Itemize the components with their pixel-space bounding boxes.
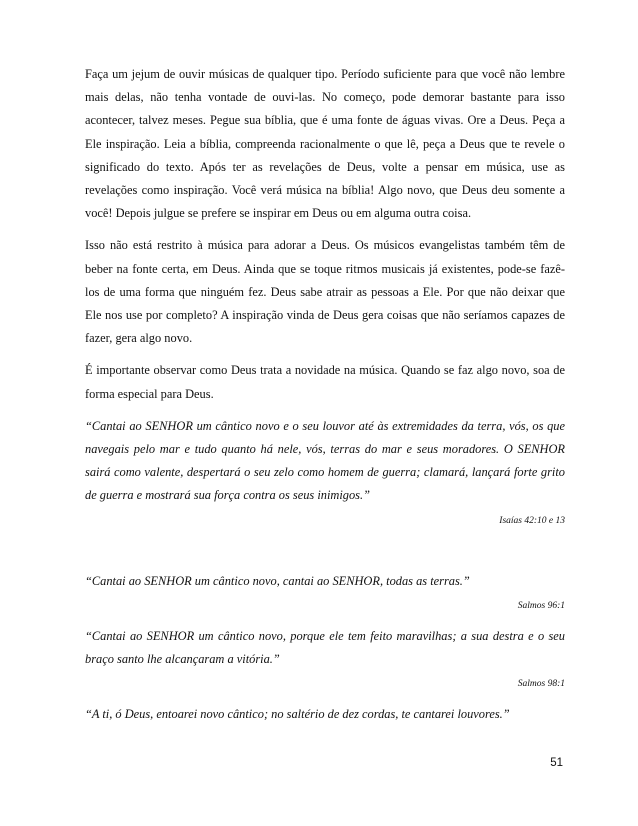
paragraph-2: Isso não está restrito à música para adorar a Deus. Os músicos evangelistas também têm de beber na fonte certa, em Deus. Ainda que se toque ritmos musicais já existentes, pode-se fazê-los de uma forma que ninguém fez. Deus sabe atrair as pessoas a Ele. Por que não deixar que Ele nos use por completo? A inspiração vinda de Deus gera coisas que não seríamos capazes de fazer, gera algo novo. <box>85 238 565 346</box>
page-number: 51 <box>550 757 563 769</box>
quote-reference: Isaías 42:10 e 13 <box>499 515 565 526</box>
paragraph-1: Faça um jejum de ouvir músicas de qualquer tipo. Período suficiente para que você não lembre mais delas, não tenha vontade de ouvi-las. No começo, pode demorar bastante para isso acontecer, talvez meses. Pegue sua bíblia, que é uma fonte de águas vivas. Ore a Deus. Peça a Ele inspiração. Leia a bíblia, compreenda racionalmente o que lê, peça a Deus que te revele o significado do texto. Após ter as revelações de Deus, volte a pensar em música, use as revelações como inspiração. Você verá música na bíblia! Algo novo, que Deus deu somente a você! Depois julgue se prefere se inspirar em Deus ou em alguma outra coisa. <box>85 67 565 221</box>
paragraph-3: É importante observar como Deus trata a novidade na música. Quando se faz algo novo, soa de forma especial para Deus. <box>85 363 565 401</box>
document-page <box>85 63 565 726</box>
quote-psalm-144: “A ti, ó Deus, entoarei novo cântico; no saltério de dez cordas, te cantarei louvores.” <box>85 707 510 722</box>
quote-reference: Salmos 96:1 <box>517 600 565 611</box>
quote-salmos-98: “Cantai ao SENHOR um cântico novo, porque ele tem feito maravilhas; a sua destra e o seu braço santo lhe alcançaram a vitória.” <box>85 628 565 667</box>
spacer <box>85 691 565 703</box>
quote-isaias: “Cantai ao SENHOR um cântico novo e o seu louvor até às extremidades da terra, vós, os que navegais pelo mar e tudo quanto há nele, vós, terras do mar e seus moradores. O SENHOR sairá como valente, despertará o seu zelo como homem de guerra; clamará, lançará forte grito de guerra e mostrará sua força contra os seus inimigos.” <box>85 418 565 503</box>
quote-salmos-96: “Cantai ao SENHOR um cântico novo, cantai ao SENHOR, todas as terras.” <box>85 573 470 588</box>
spacer <box>85 613 565 625</box>
spacer <box>85 528 565 570</box>
quote-reference: Salmos 98:1 <box>517 679 565 690</box>
